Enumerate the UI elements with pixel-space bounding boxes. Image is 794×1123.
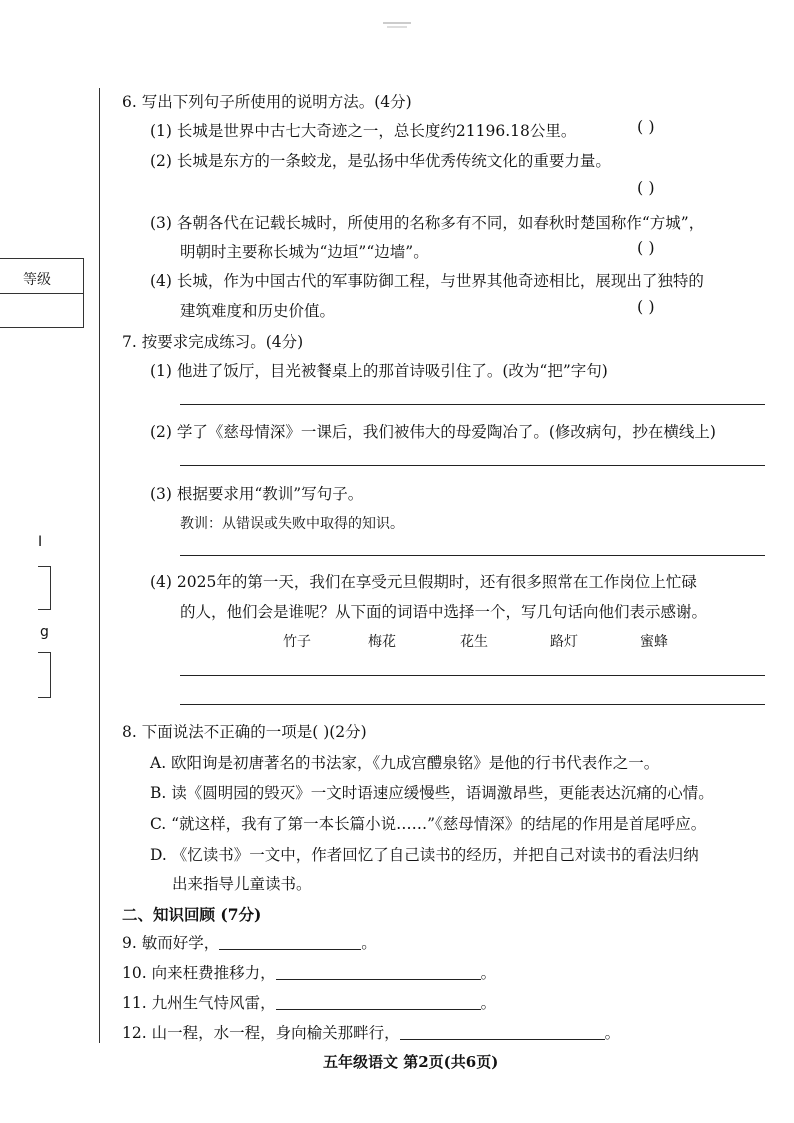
side-bracket-1 xyxy=(38,566,51,610)
q7-item-4-text-line1: (4) 2025年的第一天，我们在享受元旦假期时，还有很多照常在工作岗位上忙碌 xyxy=(150,573,697,591)
q12-row xyxy=(122,1021,620,1043)
q9-blank[interactable] xyxy=(219,935,361,950)
side-mark-g: g xyxy=(40,624,49,640)
q6-item-2-answer-paren[interactable]: ( ) xyxy=(637,178,655,197)
q8-option-b: B. 读《圆明园的毁灭》一文时语速应缓慢些，语调激昂些，更能表达沉痛的心情。 xyxy=(150,784,714,802)
grade-box xyxy=(0,258,84,328)
q6-item-4-answer-paren[interactable]: ( ) xyxy=(637,297,655,316)
side-mark-i: I xyxy=(38,534,43,550)
q6-item-1-answer-paren[interactable]: ( ) xyxy=(637,117,655,136)
q7-item-1-answer-line[interactable] xyxy=(180,404,765,405)
q8-option-d-line2: 出来指导儿童读书。 xyxy=(172,875,312,893)
q8-option-a: A. 欧阳询是初唐著名的书法家，《九成宫醴泉铭》是他的行书代表作之一。 xyxy=(150,754,660,772)
q6-item-4-text-line2: 建筑难度和历史价值。 xyxy=(180,302,336,320)
q9-end: 。 xyxy=(361,934,377,952)
q9-row xyxy=(122,931,377,953)
page-footer: 五年级语文 第2页(共6页) xyxy=(323,1053,499,1071)
q7-word-5: 蜜蜂 xyxy=(640,634,668,650)
q10-blank[interactable] xyxy=(276,965,481,980)
q7-item-3-note: 教训：从错误或失败中取得的知识。 xyxy=(180,516,404,532)
q7-item-4-answer-line-2[interactable] xyxy=(180,704,765,705)
q7-item-2-answer-line[interactable] xyxy=(180,465,765,466)
q10-text: 10. 向来枉费推移力， xyxy=(122,964,276,982)
q12-text: 12. 山一程，水一程，身向榆关那畔行， xyxy=(122,1024,400,1042)
q8-title: 8. 下面说法不正确的一项是( )(2分) xyxy=(122,723,367,741)
q7-item-2-text: (2) 学了《慈母情深》一课后，我们被伟大的母爱陶冶了。(修改病句，抄在横线上) xyxy=(150,423,716,441)
q7-title: 7. 按要求完成练习。(4分) xyxy=(122,333,304,351)
q11-blank[interactable] xyxy=(276,995,481,1010)
q8-option-c: C. “就这样，我有了第一本长篇小说……”《慈母情深》的结尾的作用是首尾呼应。 xyxy=(150,815,707,833)
header-dash-mark xyxy=(383,20,411,30)
q7-item-3-text: (3) 根据要求用“教训”写句子。 xyxy=(150,485,364,503)
binding-margin-line xyxy=(99,88,100,1043)
q10-end: 。 xyxy=(480,964,497,982)
q6-item-3-text-line1: (3) 各朝各代在记载长城时，所使用的名称多有不同，如春秋时楚国称作“方城”， xyxy=(150,214,705,232)
q11-row xyxy=(122,991,496,1013)
q7-word-2: 梅花 xyxy=(368,634,396,650)
q7-item-3-answer-line[interactable] xyxy=(180,555,765,556)
grade-label: 等级 xyxy=(23,272,51,288)
q7-item-4-text-line2: 的人，他们会是谁呢？从下面的词语中选择一个，写几句话向他们表示感谢。 xyxy=(180,603,708,621)
q6-item-1-text: (1) 长城是世界中古七大奇迹之一，总长度约21196.18公里。 xyxy=(150,122,577,140)
q7-word-1: 竹子 xyxy=(283,634,311,650)
q6-title: 6. 写出下列句子所使用的说明方法。(4分) xyxy=(122,93,412,111)
q7-item-1-text: (1) 他进了饭厅，目光被餐桌上的那首诗吸引住了。(改为“把”字句) xyxy=(150,362,608,380)
side-bracket-2 xyxy=(38,652,51,698)
q12-end: 。 xyxy=(604,1024,621,1042)
q7-word-4: 路灯 xyxy=(550,634,578,650)
q11-end: 。 xyxy=(480,994,497,1012)
q8-option-d-line1: D. 《忆读书》一文中，作者回忆了自己读书的经历，并把自己对读书的看法归纳 xyxy=(150,846,699,864)
q6-item-2-text: (2) 长城是东方的一条蛟龙，是弘扬中华优秀传统文化的重要力量。 xyxy=(150,152,611,170)
q11-text: 11. 九州生气恃风雷， xyxy=(122,994,276,1012)
q7-word-3: 花生 xyxy=(460,634,488,650)
q6-item-4-text-line1: (4) 长城，作为中国古代的军事防御工程，与世界其他奇迹相比，展现出了独特的 xyxy=(150,272,704,290)
q6-item-3-text-line2: 明朝时主要称长城为“边垣”“边墙”。 xyxy=(180,243,429,261)
section2-title: 二、知识回顾 (7分) xyxy=(122,905,262,924)
q6-item-3-answer-paren[interactable]: ( ) xyxy=(637,238,655,257)
q12-blank[interactable] xyxy=(400,1025,605,1040)
q9-text: 9. 敏而好学， xyxy=(122,934,220,952)
q7-item-4-answer-line-1[interactable] xyxy=(180,675,765,676)
q10-row xyxy=(122,961,496,983)
